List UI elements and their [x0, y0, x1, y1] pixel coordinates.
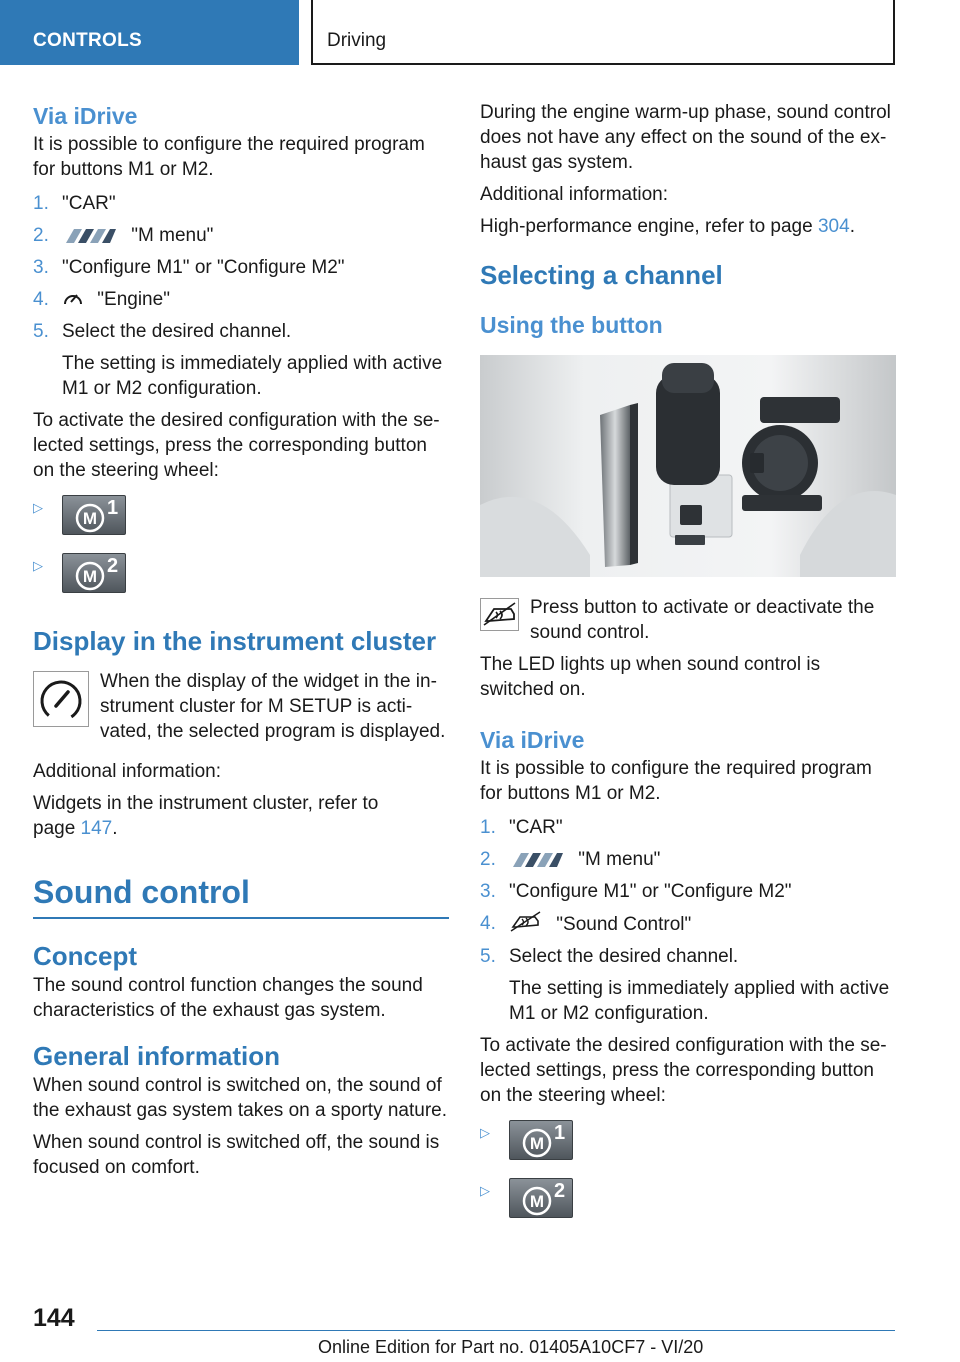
m2-digit: 2	[107, 555, 119, 577]
display-heading: Display in the instrument cluster	[33, 626, 437, 656]
step-number: 2.	[33, 225, 49, 246]
m-stripes-icon	[509, 852, 565, 868]
led-text: The LED lights up when sound control is switched on.	[480, 654, 821, 700]
steps-list-2	[480, 815, 896, 1026]
selecting-channel-heading: Selecting a channel	[480, 260, 723, 290]
list-item	[33, 287, 449, 312]
list-item	[480, 847, 896, 872]
general-info-heading: General information	[33, 1041, 281, 1071]
footer-edition: Online Edition for Part no. 01405A10CF7 - VI/20	[318, 1337, 704, 1357]
svg-text:M: M	[529, 1134, 545, 1153]
left-column	[33, 100, 449, 1180]
additional-label: Additional information:	[33, 761, 221, 782]
step-number: 2.	[480, 849, 496, 870]
hp-text-a: High-performance engine, refer to page	[480, 216, 818, 237]
m1-digit: 1	[107, 497, 119, 519]
concept-text: The sound control function changes the sound characteristics of the exhaust gas system.	[33, 975, 423, 1021]
m2-bullet	[480, 1178, 896, 1234]
list-item	[33, 191, 449, 216]
steps-list	[33, 191, 449, 401]
step-subtext: The setting is immediately applied with active M1 or M2 configuration.	[509, 978, 890, 1024]
m2-button-icon	[509, 1178, 573, 1218]
list-item	[480, 911, 896, 937]
step-text: Select the desired channel.	[509, 946, 739, 967]
using-button-heading: Using the button	[480, 312, 663, 338]
activate-text-2: To activate the desired configuration with the se-lected settings, press the corresponding button on the steering wheel:	[480, 1035, 887, 1106]
press-text: Press button to activate or deactivate the sound control.	[530, 597, 875, 643]
step-number: 5.	[33, 321, 49, 342]
sound-control-heading: Sound control	[33, 874, 250, 910]
step-subtext: The setting is immediately applied with active M1 or M2 configuration.	[62, 353, 443, 399]
header-section-tab	[0, 0, 299, 65]
step-text: "CAR"	[509, 817, 563, 838]
m1-bullet	[33, 495, 449, 551]
widgets-period: .	[112, 818, 118, 839]
step-number: 3.	[33, 257, 49, 278]
footer-rule	[97, 1330, 895, 1331]
list-item	[480, 815, 896, 840]
general-text-1: When sound control is switched on, the sound of the exhaust gas system takes on a sporty nature.	[33, 1075, 448, 1121]
m1-button-icon	[62, 495, 126, 535]
list-item	[480, 879, 896, 904]
m-stripes-icon	[62, 228, 118, 244]
m2-bullet	[33, 553, 449, 609]
list-item	[33, 319, 449, 401]
step-text: "Configure M1" or "Configure M2"	[62, 257, 345, 278]
intro-text: It is possible to configure the required program for buttons M1 or M2.	[33, 134, 425, 180]
m2-button-icon	[62, 553, 126, 593]
hp-page-link[interactable]: 304	[817, 216, 850, 237]
via-idrive-heading-2: Via iDrive	[480, 727, 585, 753]
display-text: When the display of the widget in the in-strument cluster for M SETUP is acti-vated, the selected program is displayed.	[100, 671, 446, 742]
intro-text-2: It is possible to configure the required program for buttons M1 or M2.	[480, 758, 872, 804]
hp-text	[480, 214, 896, 239]
header-chapter-label: Driving	[327, 30, 387, 51]
sound-control-icon	[509, 911, 543, 933]
additional-label: Additional information:	[480, 184, 668, 205]
section-rule	[33, 917, 449, 919]
hp-period: .	[849, 216, 855, 237]
svg-text:M: M	[82, 567, 98, 586]
sound-button-block	[480, 595, 896, 645]
m1-digit: 1	[554, 1122, 566, 1144]
svg-text:M: M	[529, 1192, 545, 1211]
step-number: 4.	[33, 289, 49, 310]
step-number: 1.	[480, 817, 496, 838]
list-item	[33, 255, 449, 280]
list-item	[480, 944, 896, 1026]
concept-heading: Concept	[33, 941, 137, 971]
step-text: "M menu"	[131, 225, 214, 246]
step-number: 4.	[480, 913, 496, 934]
gauge-icon	[33, 671, 89, 727]
step-text: "Sound Control"	[556, 914, 692, 935]
activate-text: To activate the desired configuration with the se-lected settings, press the corresponding button on the steering wheel:	[33, 410, 440, 481]
m1-button-icon	[509, 1120, 573, 1160]
widgets-text-b: page	[33, 818, 81, 839]
header-section-label: CONTROLS	[33, 30, 143, 51]
bullet-triangle: ▷	[480, 1125, 490, 1140]
general-text-2: When sound control is switched off, the sound is focused on comfort.	[33, 1132, 440, 1178]
bullet-triangle: ▷	[33, 500, 43, 515]
step-number: 1.	[33, 193, 49, 214]
list-item	[33, 223, 449, 248]
center-console-image	[480, 355, 896, 577]
m1-bullet	[480, 1120, 896, 1176]
widgets-text-a: Widgets in the instrument cluster, refer to	[33, 793, 379, 814]
step-text: "Engine"	[97, 289, 170, 310]
svg-text:M: M	[82, 509, 98, 528]
right-column	[480, 100, 896, 1234]
step-text: "M menu"	[578, 849, 661, 870]
warmup-text: During the engine warm-up phase, sound control does not have any effect on the sound of the ex-haust gas system.	[480, 102, 891, 173]
bullet-triangle: ▷	[480, 1183, 490, 1198]
widgets-page-link[interactable]: 147	[80, 818, 113, 839]
step-number: 5.	[480, 946, 496, 967]
display-block	[33, 669, 449, 744]
sound-control-icon	[480, 598, 519, 631]
step-text: "Configure M1" or "Configure M2"	[509, 881, 792, 902]
step-text: Select the desired channel.	[62, 321, 292, 342]
step-text: "CAR"	[62, 193, 116, 214]
m2-digit: 2	[554, 1180, 566, 1202]
step-number: 3.	[480, 881, 496, 902]
via-idrive-heading: Via iDrive	[33, 103, 138, 129]
header-chapter-box	[311, 0, 895, 65]
bullet-triangle: ▷	[33, 558, 43, 573]
page-number: 144	[33, 1304, 75, 1332]
gauge-icon	[62, 288, 84, 308]
widgets-text	[33, 791, 449, 841]
